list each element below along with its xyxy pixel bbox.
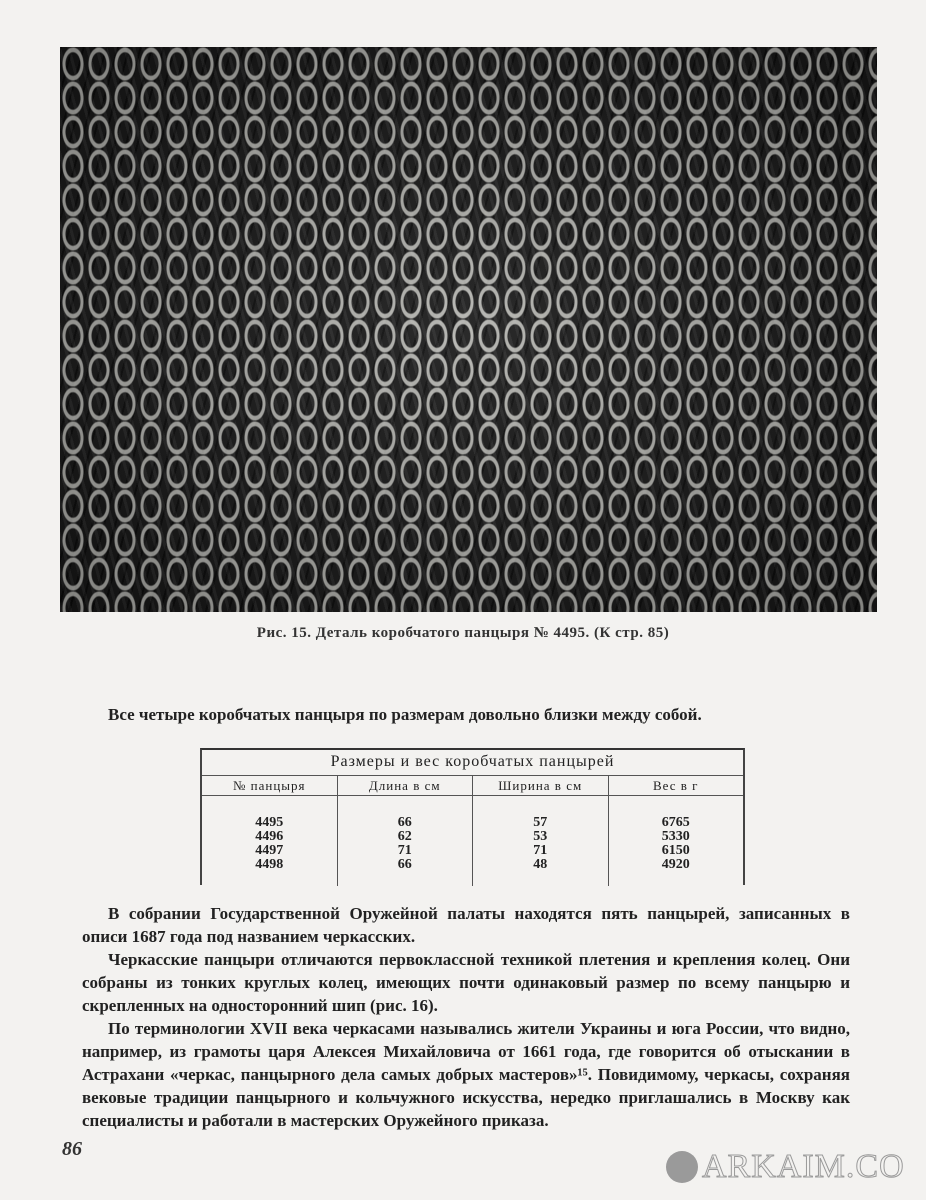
watermark-circle-icon (666, 1151, 698, 1183)
header-width: Ширина в см (472, 776, 608, 795)
cell: 4920 (661, 857, 690, 872)
cell: 5330 (661, 829, 690, 844)
header-weight: Вес в г (608, 776, 744, 795)
cell: 48 (533, 857, 548, 872)
cell: 71 (533, 843, 548, 858)
body-text (82, 902, 850, 1132)
dimensions-table (200, 748, 745, 885)
cell: 4495 (255, 815, 284, 830)
cell: 57 (533, 815, 548, 830)
table-title: Размеры и вес коробчатых панцырей (202, 750, 743, 776)
cell: 4496 (255, 829, 284, 844)
cell: 62 (397, 829, 412, 844)
cell: 6150 (661, 843, 690, 858)
cell: 66 (397, 857, 412, 872)
column-weight (608, 796, 744, 886)
cell: 53 (533, 829, 548, 844)
table-body (202, 796, 743, 886)
page-number: 86 (62, 1138, 82, 1160)
cell: 4498 (255, 857, 284, 872)
column-width (472, 796, 608, 886)
cell: 6765 (661, 815, 690, 830)
table-header-row (202, 776, 743, 796)
figure-caption: Рис. 15. Деталь коробчатого панцыря № 4495. (К стр. 85) (256, 625, 670, 641)
cell: 4497 (255, 843, 284, 858)
paragraph-3: По терминологии XVII века черкасами назывались жители Украины и юга России, что видно, например, из грамоты царя Алексея Михайловича от 1661 года, где говорится об отыскании в Астрахани «черкас, панцырного дела самых добрых мастеров»¹⁵. Повидимому, черкасы, сохраняя вековые традиции панцырного и кольчужного искусства, нередко приглашались в Москву как специалисты и работали в мастерских Оружейного приказа. (82, 1019, 850, 1130)
chainmail-photo (60, 47, 877, 612)
header-number: № панцыря (232, 778, 306, 793)
intro-sentence: Все четыре коробчатых панцыря по размерам довольно близки между собой. (108, 705, 702, 724)
column-length (337, 796, 473, 886)
cell: 71 (397, 843, 412, 858)
watermark-text: ARKAIM.CO (702, 1148, 905, 1185)
column-number (202, 796, 337, 886)
watermark (666, 1148, 905, 1186)
cell: 66 (397, 815, 412, 830)
header-length: Длина в см (337, 776, 473, 795)
paragraph-1: В собрании Государственной Оружейной палаты находятся пять панцырей, записанных в описи 1687 года под названием черкасских. (82, 904, 850, 946)
paragraph-2: Черкасские панцыри отличаются первоклассной техникой плетения и крепления колец. Они собраны из тонких круглых колец, имеющих почти одинаковый размер по всему панцырю и скрепленных на односторонний шип (рис. 16). (82, 950, 850, 1015)
